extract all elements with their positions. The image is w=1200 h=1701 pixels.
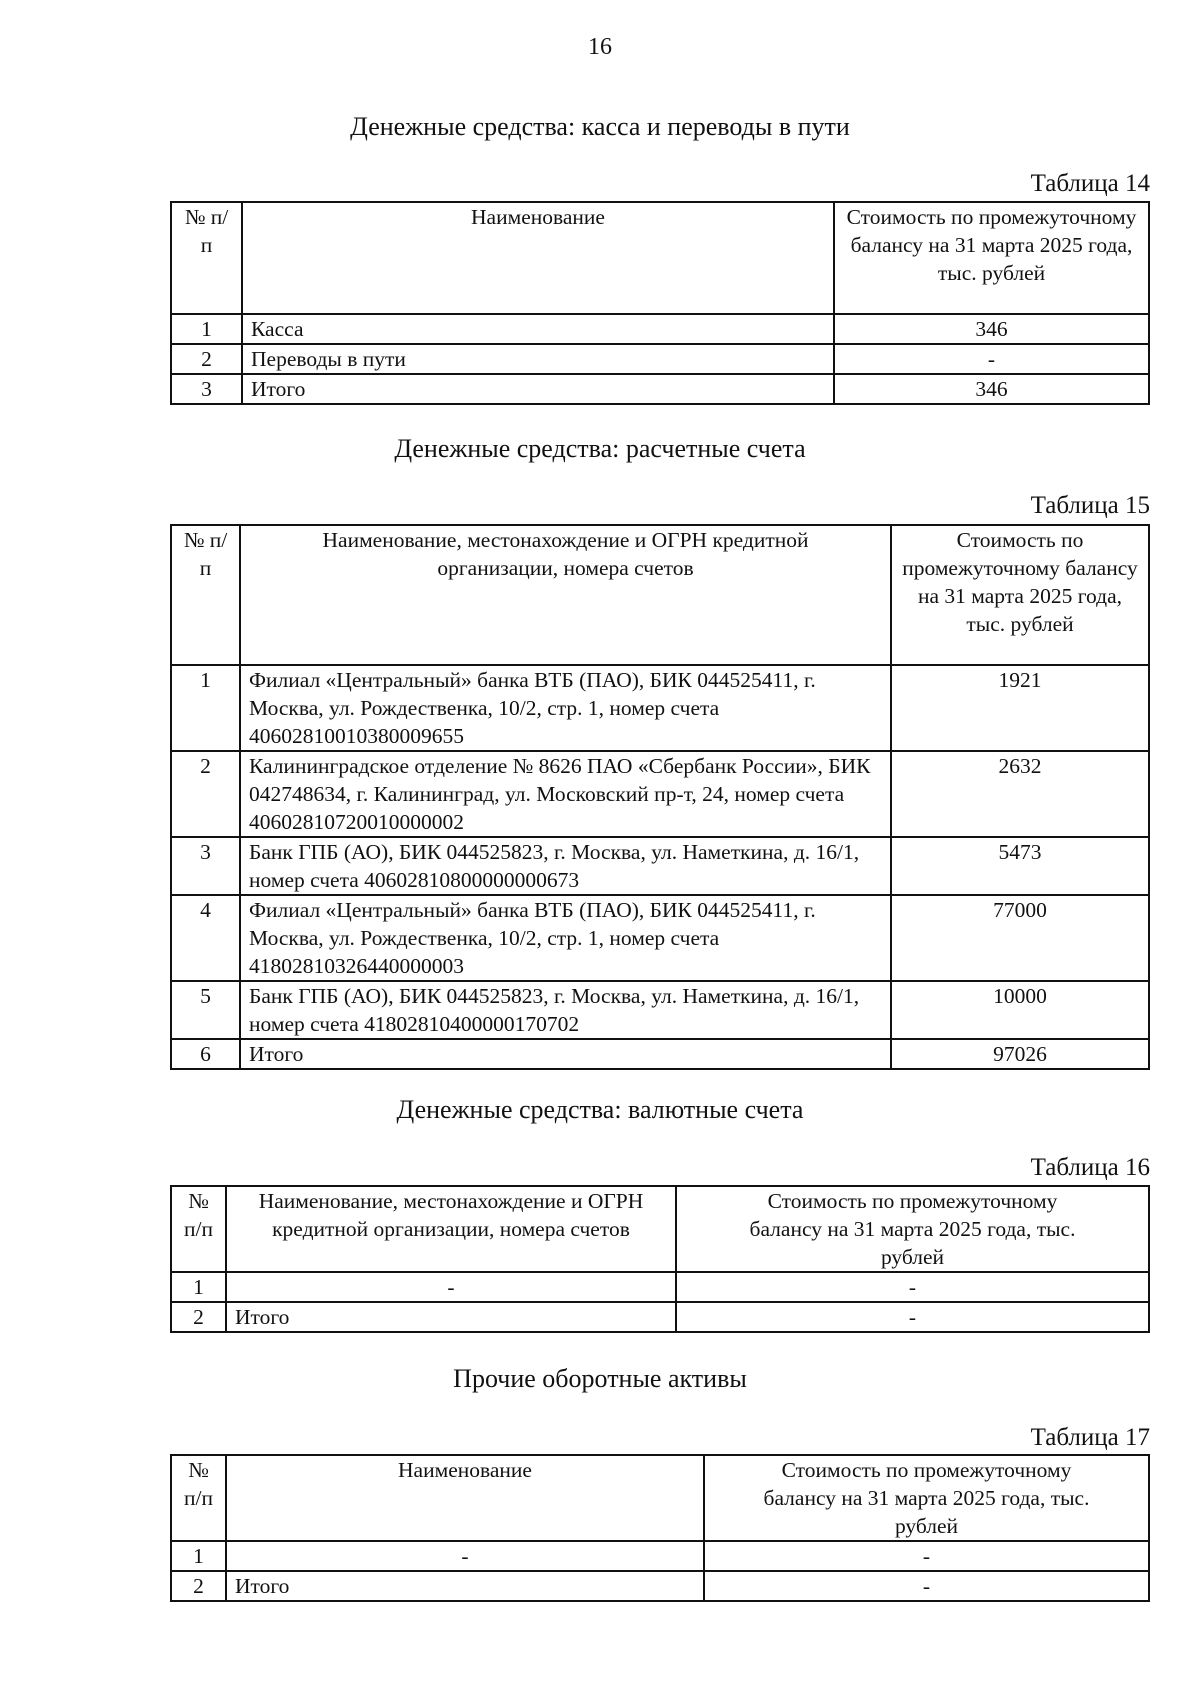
table-row [171, 1039, 1149, 1069]
row-num: 1 [171, 665, 240, 751]
row-num: 2 [171, 1302, 226, 1332]
row-value: 1921 [891, 665, 1149, 751]
row-num: 4 [171, 895, 240, 981]
table-label-14: Таблица 14 [1030, 170, 1150, 197]
table-row [171, 981, 1149, 1039]
header-num: № п/п [171, 202, 242, 314]
table-row [171, 1571, 1149, 1601]
row-name: - [226, 1272, 676, 1302]
row-name: Итого [240, 1039, 891, 1069]
header-value: Стоимость по промежуточному балансу на 31 марта 2025 года, тыс. рублей [676, 1186, 1149, 1272]
table-header-row [171, 525, 1149, 665]
row-name: - [226, 1541, 704, 1571]
row-num: 1 [171, 1541, 226, 1571]
table-row [171, 1272, 1149, 1302]
row-num: 1 [171, 1272, 226, 1302]
row-value: 10000 [891, 981, 1149, 1039]
header-value: Стоимость по промежуточному балансу на 31 марта 2025 года, тыс. рублей [834, 202, 1149, 314]
row-value: 346 [834, 374, 1149, 404]
table-header-row [171, 1186, 1149, 1272]
row-num: 2 [171, 1571, 226, 1601]
row-value: 5473 [891, 837, 1149, 895]
section-title-currency-accounts: Денежные средства: валютные счета [396, 1095, 804, 1124]
table-label-17: Таблица 17 [1030, 1424, 1150, 1451]
row-value: 2632 [891, 751, 1149, 837]
row-name: Итого [226, 1571, 704, 1601]
row-name: Филиал «Центральный» банка ВТБ (ПАО), БИК 044525411, г. Москва, ул. Рождественка, 10/2, стр. 1, номер счета 40602810010380009655 [240, 665, 891, 751]
table-other-current-assets [170, 1454, 1150, 1602]
row-num: 2 [171, 344, 242, 374]
table-currency-accounts [170, 1185, 1150, 1333]
row-name: Банк ГПБ (АО), БИК 044525823, г. Москва, ул. Наметкина, д. 16/1, номер счета 41802810400000170702 [240, 981, 891, 1039]
row-num: 1 [171, 314, 242, 344]
table-header-row [171, 202, 1149, 314]
table-row [171, 751, 1149, 837]
row-name: Калининградское отделение № 8626 ПАО «Сбербанк России», БИК 042748634, г. Калининград, ул. Московский пр-т, 24, номер счета 40602810720010000002 [240, 751, 891, 837]
header-name: Наименование [226, 1455, 704, 1541]
row-num: 6 [171, 1039, 240, 1069]
table-row [171, 344, 1149, 374]
table-header-row [171, 1455, 1149, 1541]
table-row [171, 837, 1149, 895]
row-value: - [704, 1541, 1149, 1571]
row-value: - [834, 344, 1149, 374]
header-name: Наименование, местонахождение и ОГРН кредитной организации, номера счетов [240, 525, 891, 665]
row-value: 77000 [891, 895, 1149, 981]
table-settlement-accounts [170, 524, 1150, 1070]
row-value: 97026 [891, 1039, 1149, 1069]
row-name: Касса [242, 314, 834, 344]
row-name: Итого [242, 374, 834, 404]
section-title-other-current-assets: Прочие оборотные активы [453, 1364, 747, 1393]
header-num: № п/п [171, 1455, 226, 1541]
row-num: 2 [171, 751, 240, 837]
table-row [171, 1541, 1149, 1571]
header-name: Наименование, местонахождение и ОГРН кредитной организации, номера счетов [226, 1186, 676, 1272]
header-value: Стоимость по промежуточному балансу на 31 марта 2025 года, тыс. рублей [704, 1455, 1149, 1541]
header-value: Стоимость по промежуточному балансу на 31 марта 2025 года, тыс. рублей [891, 525, 1149, 665]
header-num: № п/п [171, 1186, 226, 1272]
header-num: № п/п [171, 525, 240, 665]
section-title-settlement-accounts: Денежные средства: расчетные счета [394, 434, 806, 463]
row-name: Переводы в пути [242, 344, 834, 374]
row-value: 346 [834, 314, 1149, 344]
section-title-cash: Денежные средства: касса и переводы в пути [350, 112, 850, 141]
table-label-16: Таблица 16 [1030, 1154, 1150, 1181]
row-name: Итого [226, 1302, 676, 1332]
row-value: - [676, 1272, 1149, 1302]
row-num: 3 [171, 374, 242, 404]
row-num: 3 [171, 837, 240, 895]
table-row [171, 1302, 1149, 1332]
table-label-15: Таблица 15 [1030, 492, 1150, 519]
page-number: 16 [588, 34, 612, 60]
table-cash [170, 201, 1150, 405]
table-row [171, 374, 1149, 404]
table-row [171, 895, 1149, 981]
row-name: Филиал «Центральный» банка ВТБ (ПАО), БИК 044525411, г. Москва, ул. Рождественка, 10/2, стр. 1, номер счета 41802810326440000003 [240, 895, 891, 981]
row-value: - [676, 1302, 1149, 1332]
row-name: Банк ГПБ (АО), БИК 044525823, г. Москва, ул. Наметкина, д. 16/1, номер счета 40602810800000000673 [240, 837, 891, 895]
row-value: - [704, 1571, 1149, 1601]
table-row [171, 314, 1149, 344]
header-name: Наименование [242, 202, 834, 314]
table-row [171, 665, 1149, 751]
row-num: 5 [171, 981, 240, 1039]
